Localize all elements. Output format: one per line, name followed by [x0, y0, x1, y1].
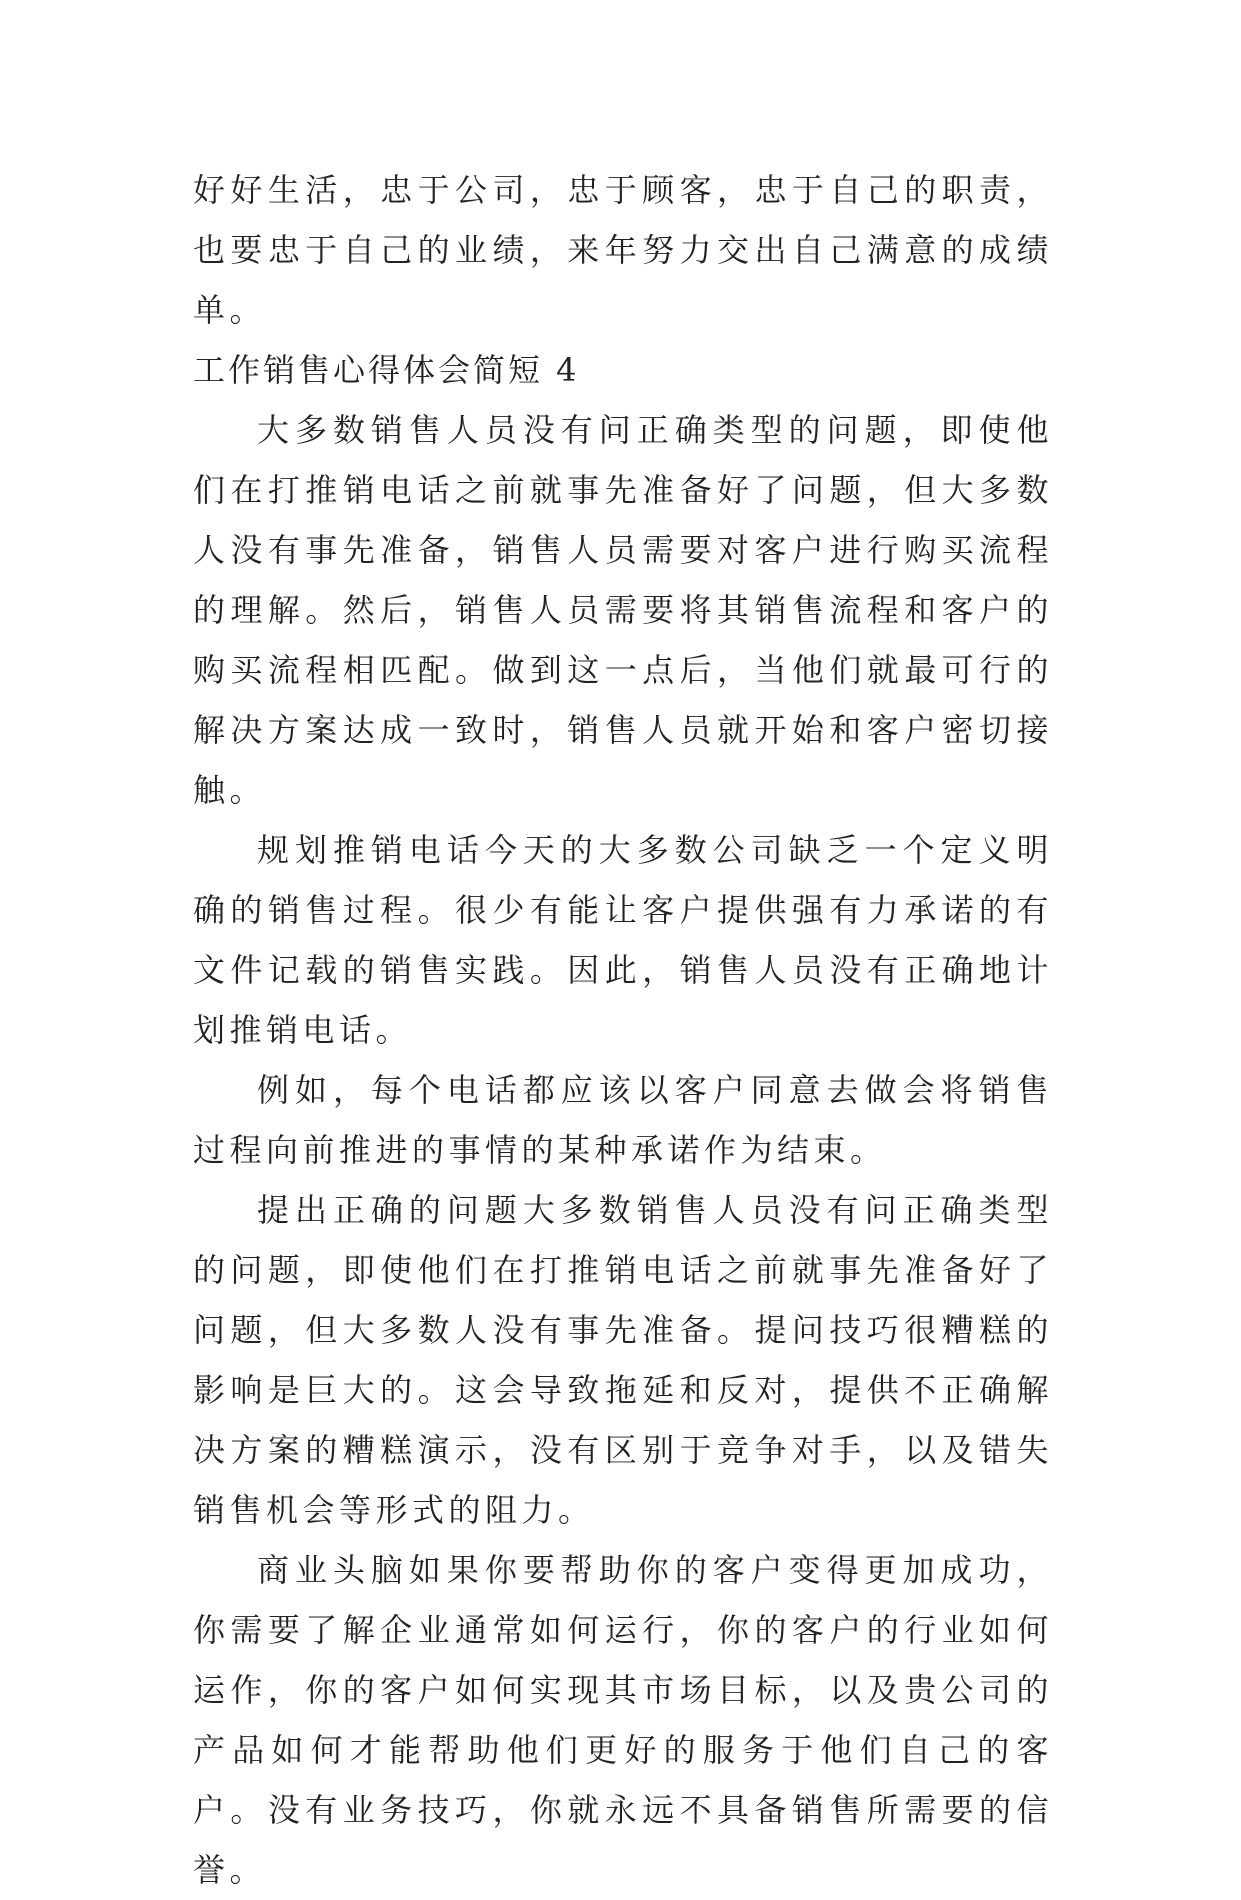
body-paragraph: 大多数销售人员没有问正确类型的问题，即使他们在打推销电话之前就事先准备好了问题，但大多数人没有事先准备，销售人员需要对客户进行购买流程的理解。然后，销售人员需要将其销售流程和客户的购买流程相匹配。做到这一点后，当他们就最可行的解决方案达成一致时，销售人员就开始和客户密切接触。	[193, 411, 1053, 809]
document-body	[193, 160, 1053, 1900]
intro-paragraph: 好好生活，忠于公司，忠于顾客，忠于自己的职责，也要忠于自己的业绩，来年努力交出自己满意的成绩单。	[193, 171, 1053, 329]
body-paragraph: 提出正确的问题大多数销售人员没有问正确类型的问题，即使他们在打推销电话之前就事先准备好了问题，但大多数人没有事先准备。提问技巧很糟糕的影响是巨大的。这会导致拖延和反对，提供不正确解决方案的糟糕演示，没有区别于竞争对手，以及错失销售机会等形式的阻力。	[193, 1191, 1053, 1529]
section-heading: 工作销售心得体会简短 4	[193, 351, 580, 389]
body-paragraph: 例如，每个电话都应该以客户同意去做会将销售过程向前推进的事情的某种承诺作为结束。	[193, 1071, 1053, 1169]
body-paragraph: 商业头脑如果你要帮助你的客户变得更加成功，你需要了解企业通常如何运行，你的客户的行业如何运作，你的客户如何实现其市场目标，以及贵公司的产品如何才能帮助他们更好的服务于他们自己的客户。没有业务技巧，你就永远不具备销售所需要的信誉。	[193, 1551, 1053, 1889]
body-paragraph: 规划推销电话今天的大多数公司缺乏一个定义明确的销售过程。很少有能让客户提供强有力承诺的有文件记载的销售实践。因此，销售人员没有正确地计划推销电话。	[193, 831, 1053, 1049]
